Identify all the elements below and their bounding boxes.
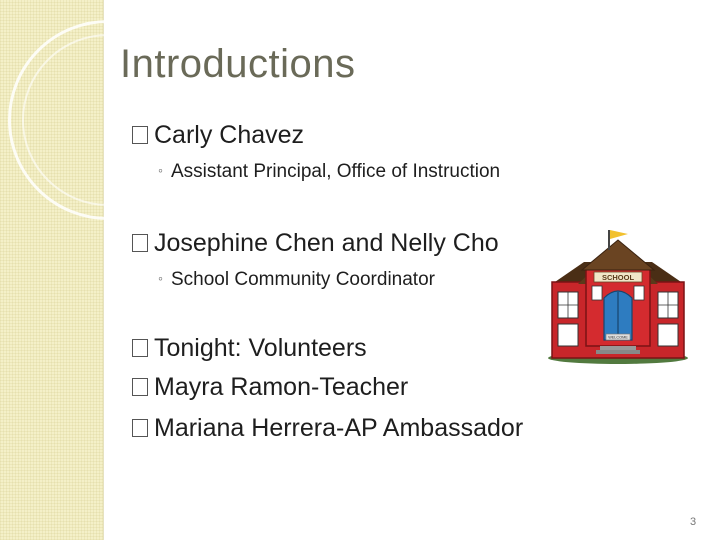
bullet-text: Carly Chavez [154,121,305,149]
sub-bullet-icon: ◦ [158,270,163,286]
bullet-text: Mariana Herrera-AP Ambassador [154,414,524,442]
bullet-box-icon [132,378,148,396]
bullet-item-josephine-nelly [132,229,499,258]
school-door-sign: WELCOME [608,335,628,340]
bullet-text: Tonight: Volunteers [154,334,367,362]
bullet-box-icon [132,339,148,357]
bullet-box-icon [132,234,148,252]
bullet-text: Josephine Chen and Nelly Cho [154,229,499,257]
bullet-text: Mayra Ramon-Teacher [154,373,409,401]
sub-bullet-text: Assistant Principal, Office of Instruction [170,161,501,182]
sub-bullet-icon: ◦ [158,162,163,178]
slide-title: Introductions [120,42,356,86]
sub-bullet-item-carly-role [158,161,500,183]
bullet-item-mayra [132,373,408,402]
page-number: 3 [690,516,697,528]
school-sign-text: SCHOOL [601,273,635,282]
bullet-box-icon [132,419,148,437]
bullet-item-tonight [132,334,367,363]
bullet-box-icon [132,126,148,144]
bullet-item-mariana [132,414,523,443]
sub-bullet-item-coordinator [158,269,435,291]
bullet-item-carly [132,121,304,150]
sub-bullet-text: School Community Coordinator [170,269,435,290]
school-house-icon [538,222,698,366]
